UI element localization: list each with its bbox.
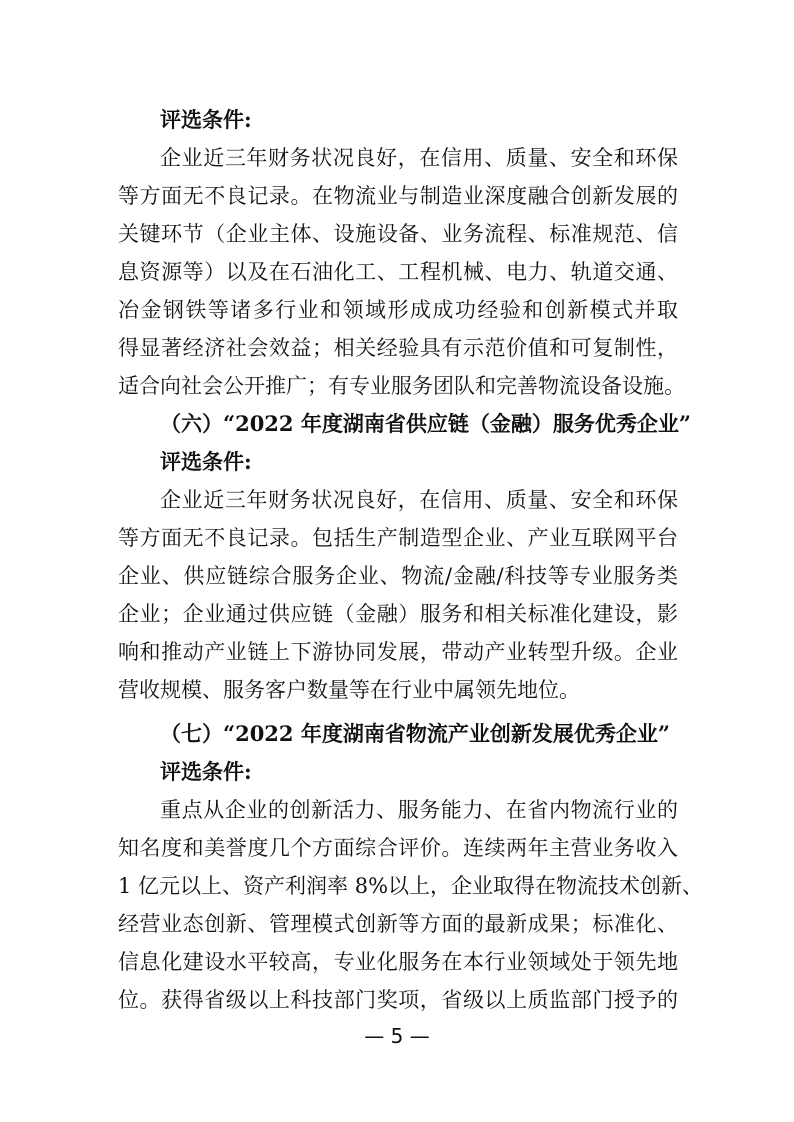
paragraph-line: 信息化建设水平较高，专业化服务在本行业领域处于领先地 (118, 950, 678, 974)
paragraph-line: 响和推动产业链上下游协同发展，带动产业转型升级。企业 (118, 640, 678, 664)
paragraph-line: 得显著经济社会效益；相关经验具有示范价值和可复制性， (118, 336, 678, 360)
paragraph-line: 企业；企业通过供应链（金融）服务和相关标准化建设，影 (118, 602, 678, 626)
paragraph-line: 经营业态创新、管理模式创新等方面的最新成果；标准化、 (118, 912, 678, 936)
paragraph-line: 等方面无不良记录。在物流业与制造业深度融合创新发展的 (118, 184, 678, 208)
paragraph-line: 企业近三年财务状况良好，在信用、质量、安全和环保 (160, 488, 678, 512)
paragraph-line: 息资源等）以及在石油化工、工程机械、电力、轨道交通、 (118, 260, 678, 284)
criteria-heading: 评选条件: (160, 449, 252, 474)
paragraph-line: 企业近三年财务状况良好，在信用、质量、安全和环保 (160, 146, 678, 170)
paragraph-line: 企业、供应链综合服务企业、物流/金融/科技等专业服务类 (118, 564, 678, 588)
paragraph-line: 知名度和美誉度几个方面综合评价。连续两年主营业务收入 (118, 836, 678, 860)
paragraph-line: 冶金钢铁等诸多行业和领域形成成功经验和创新模式并取 (118, 298, 678, 322)
paragraph-line: 适合向社会公开推广；有专业服务团队和完善物流设备设施。 (118, 374, 685, 398)
page-number: — 5 — (364, 1024, 430, 1048)
section-heading-seven: （七）“2022 年度湖南省物流产业创新发展优秀企业” (160, 721, 670, 746)
section-heading-six: （六）“2022 年度湖南省供应链（金融）服务优秀企业” (160, 411, 691, 436)
criteria-heading: 评选条件: (160, 107, 252, 132)
paragraph-line: 营收规模、服务客户数量等在行业中属领先地位。 (118, 678, 580, 702)
paragraph-line: 等方面无不良记录。包括生产制造型企业、产业互联网平台 (118, 526, 678, 550)
paragraph-line: 1 亿元以上、资产利润率 8%以上，企业取得在物流技术创新、 (118, 874, 704, 898)
paragraph-line: 关键环节（企业主体、设施设备、业务流程、标准规范、信 (118, 222, 678, 246)
paragraph-line: 位。获得省级以上科技部门奖项，省级以上质监部门授予的 (118, 988, 678, 1012)
criteria-heading: 评选条件: (160, 759, 252, 784)
paragraph-line: 重点从企业的创新活力、服务能力、在省内物流行业的 (160, 798, 678, 822)
